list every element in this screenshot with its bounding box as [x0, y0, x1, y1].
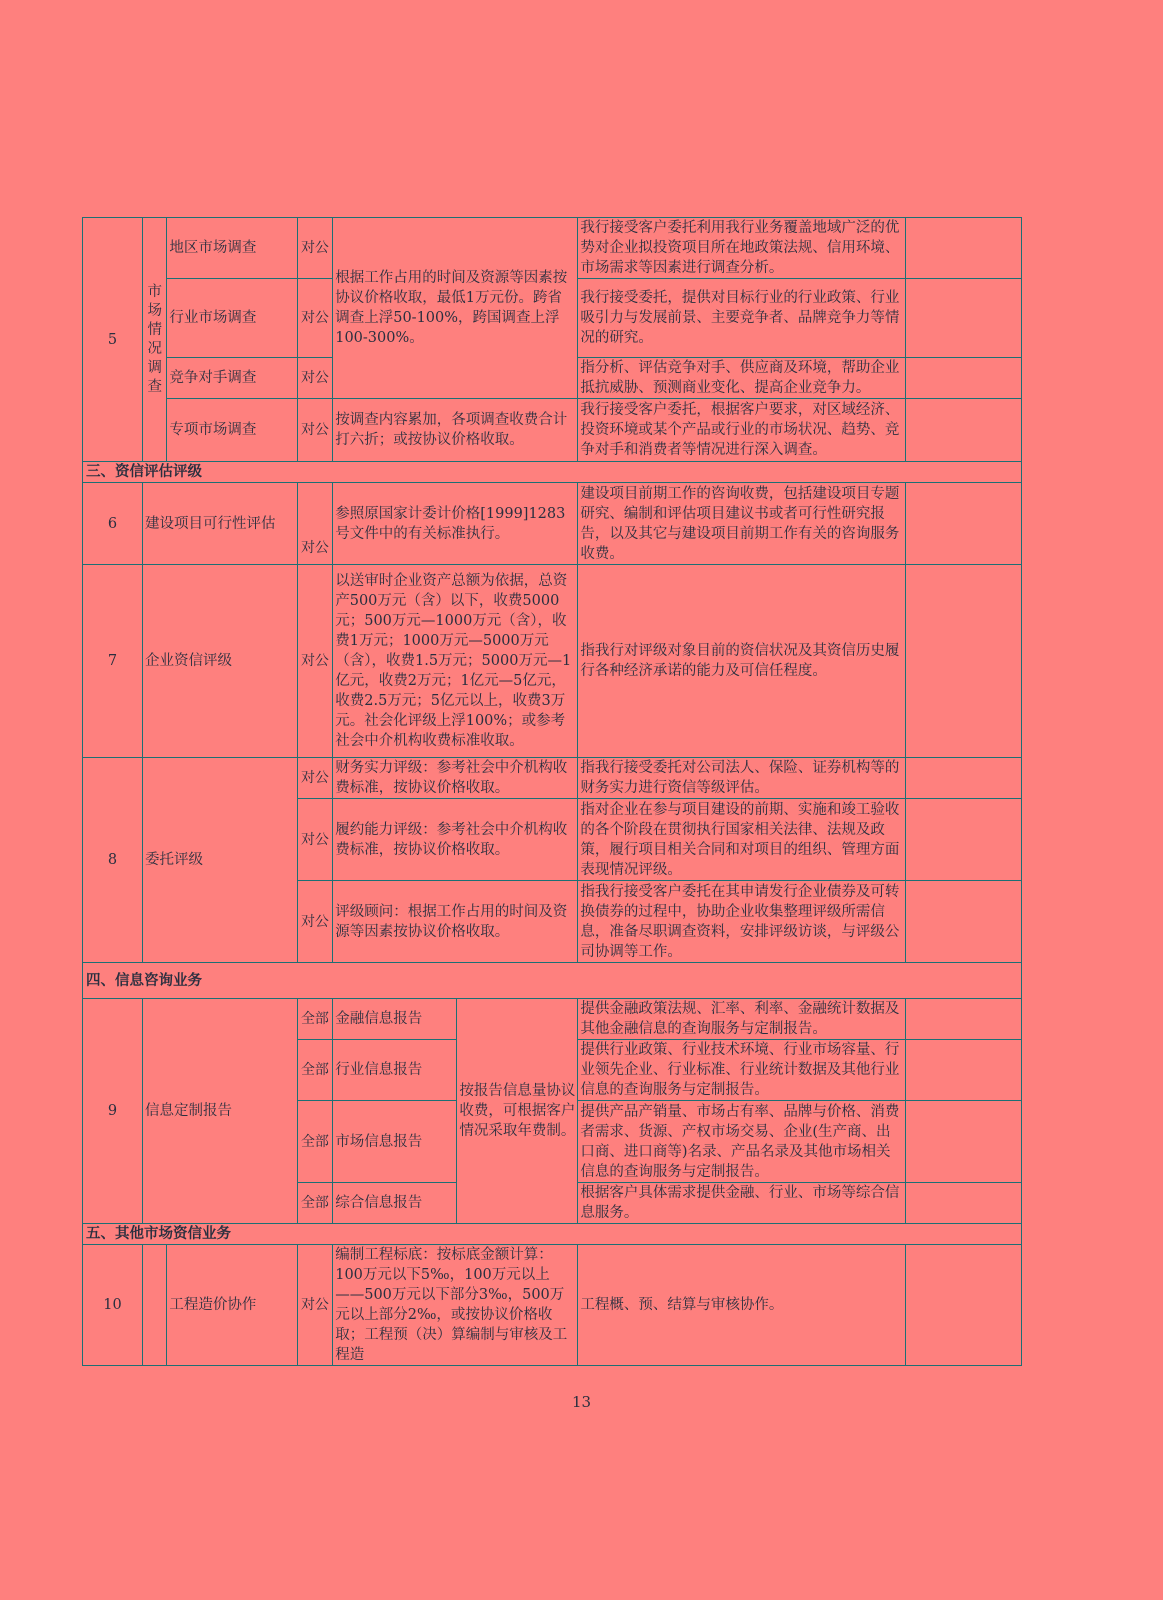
section-header-row — [83, 1224, 1022, 1245]
row-number: 5 — [83, 218, 143, 462]
report-name: 行业信息报告 — [333, 1040, 457, 1101]
remark-cell — [905, 1101, 1021, 1183]
description-cell: 指我行接受委托对公司法人、保险、证券机构等的财务实力进行资信等级评估。 — [578, 758, 906, 799]
scope-cell: 对公 — [297, 758, 333, 799]
fee-cell: 根据工作占用的时间及资源等因素按协议价格收取，最低1万元份。跨省调查上浮50-100%，跨国调查上浮100-300%。 — [333, 218, 578, 399]
section-header-row — [83, 462, 1022, 483]
remark-cell — [905, 758, 1021, 799]
remark-cell — [905, 399, 1021, 462]
report-name: 金融信息报告 — [333, 999, 457, 1040]
table-row — [83, 758, 1022, 799]
scope-cell: 对公 — [297, 399, 333, 462]
description-cell: 建设项目前期工作的咨询收费，包括建设项目专题研究、编制和评估项目建议书或者可行性研究报告，以及其它与建设项目前期工作有关的咨询服务收费。 — [578, 483, 906, 565]
fee-cell: 以送审时企业资产总额为依据，总资产500万元（含）以下，收费5000元；500万元—1000万元（含），收费1万元；1000万元—5000万元（含），收费1.5万元；5000万元—1亿元，收费2万元；1亿元—5亿元，收费2.5万元；5亿元以上，收费3万元。社会化评级上浮100%；或参考社会中介机构收费标准收取。 — [333, 565, 578, 758]
scope-cell: 对公 — [297, 799, 333, 881]
description-cell: 指对企业在参与项目建设的前期、实施和竣工验收的各个阶段在贯彻执行国家相关法律、法规及政策，履行项目相关合同和对项目的组织、管理方面表现情况评级。 — [578, 799, 906, 881]
item-name: 行业市场调查 — [167, 279, 297, 358]
item-name: 企业资信评级 — [143, 565, 298, 758]
fee-cell: 编制工程标底：按标底金额计算：100万元以下5‰，100万元以上——500万元以下部分3‰，500万元以上部分2‰，或按协议价格收取；工程预（决）算编制与审核及工程造 — [333, 1245, 578, 1366]
scope-cell: 对公 — [297, 358, 333, 399]
page-number: 13 — [571, 1393, 592, 1411]
remark-cell — [905, 218, 1021, 279]
remark-cell — [905, 483, 1021, 565]
scope-cell: 对公 — [297, 218, 333, 279]
report-name: 市场信息报告 — [333, 1101, 457, 1183]
row-number: 9 — [83, 999, 143, 1224]
description-cell: 提供产品产销量、市场占有率、品牌与价格、消费者需求、货源、产权市场交易、企业(生产商、出口商、进口商等)名录、产品名录及其他市场相关信息的查询服务与定制报告。 — [578, 1101, 906, 1183]
category-cell — [143, 1245, 167, 1366]
description-cell: 我行接受客户委托利用我行业务覆盖地域广泛的优势对企业拟投资项目所在地政策法规、信用环境、市场需求等因素进行调查分析。 — [578, 218, 906, 279]
table-row — [83, 218, 1022, 279]
description-cell: 提供行业政策、行业技术环境、行业市场容量、行业领先企业、行业标准、行业统计数据及其他行业信息的查询服务与定制报告。 — [578, 1040, 906, 1101]
remark-cell — [905, 565, 1021, 758]
table-row — [83, 565, 1022, 758]
description-cell: 根据客户具体需求提供金融、行业、市场等综合信息服务。 — [578, 1183, 906, 1224]
remark-cell — [905, 358, 1021, 399]
remark-cell — [905, 1245, 1021, 1366]
remark-cell — [905, 279, 1021, 358]
item-name: 信息定制报告 — [143, 999, 298, 1224]
scope-cell: 全部 — [297, 1183, 333, 1224]
description-cell: 工程概、预、结算与审核协作。 — [578, 1245, 906, 1366]
item-name: 委托评级 — [143, 758, 298, 963]
row-number: 7 — [83, 565, 143, 758]
table-row — [83, 1245, 1022, 1366]
fee-cell: 履约能力评级：参考社会中介机构收费标准，按协议价格收取。 — [333, 799, 578, 881]
category-label: 市场情况调查 — [147, 283, 162, 395]
fee-table — [82, 217, 1022, 1366]
item-name: 建设项目可行性评估 — [143, 483, 298, 565]
scope-cell: 对公 — [297, 483, 333, 565]
section-title: 五、其他市场资信业务 — [83, 1224, 1022, 1245]
description-cell: 指我行接受客户委托在其申请发行企业债券及可转换债券的过程中，协助企业收集整理评级所需信息，准备尽职调查资料，安排评级访谈，与评级公司协调等工作。 — [578, 881, 906, 963]
item-name: 地区市场调查 — [167, 218, 297, 279]
table-row — [83, 399, 1022, 462]
item-name: 工程造价协作 — [167, 1245, 297, 1366]
section-title: 四、信息咨询业务 — [83, 963, 1022, 999]
description-cell: 提供金融政策法规、汇率、利率、金融统计数据及其他金融信息的查询服务与定制报告。 — [578, 999, 906, 1040]
scope-cell: 全部 — [297, 999, 333, 1040]
fee-cell: 评级顾问：根据工作占用的时间及资源等因素按协议价格收取。 — [333, 881, 578, 963]
fee-cell: 按报告信息量协议收费，可根据客户情况采取年费制。 — [457, 999, 578, 1224]
description-cell: 我行接受客户委托，根据客户要求，对区域经济、投资环境或某个产品或行业的市场状况、趋势、竞争对手和消费者等情况进行深入调查。 — [578, 399, 906, 462]
row-number: 10 — [83, 1245, 143, 1366]
description-cell: 指我行对评级对象目前的资信状况及其资信历史履行各种经济承诺的能力及可信任程度。 — [578, 565, 906, 758]
item-name: 专项市场调查 — [167, 399, 297, 462]
scope-cell: 对公 — [297, 881, 333, 963]
row-number: 8 — [83, 758, 143, 963]
report-name: 综合信息报告 — [333, 1183, 457, 1224]
fee-cell: 财务实力评级：参考社会中介机构收费标准，按协议价格收取。 — [333, 758, 578, 799]
fee-cell: 按调查内容累加，各项调查收费合计打六折；或按协议价格收取。 — [333, 399, 578, 462]
item-name: 竞争对手调查 — [167, 358, 297, 399]
scope-cell: 对公 — [297, 565, 333, 758]
fee-cell: 参照原国家计委计价格[1999]1283号文件中的有关标准执行。 — [333, 483, 578, 565]
remark-cell — [905, 881, 1021, 963]
description-cell: 指分析、评估竞争对手、供应商及环境，帮助企业抵抗威胁、预测商业变化、提高企业竞争力。 — [578, 358, 906, 399]
remark-cell — [905, 799, 1021, 881]
scope-cell: 全部 — [297, 1101, 333, 1183]
table-row — [83, 999, 1022, 1040]
section-title: 三、资信评估评级 — [83, 462, 1022, 483]
scope-cell: 对公 — [297, 1245, 333, 1366]
section-header-row — [83, 963, 1022, 999]
scope-cell: 对公 — [297, 279, 333, 358]
remark-cell — [905, 1183, 1021, 1224]
table-row — [83, 483, 1022, 565]
scope-cell: 全部 — [297, 1040, 333, 1101]
description-cell: 我行接受委托，提供对目标行业的行业政策、行业吸引力与发展前景、主要竞争者、品牌竞争力等情况的研究。 — [578, 279, 906, 358]
remark-cell — [905, 1040, 1021, 1101]
category-cell — [143, 218, 167, 462]
remark-cell — [905, 999, 1021, 1040]
row-number: 6 — [83, 483, 143, 565]
